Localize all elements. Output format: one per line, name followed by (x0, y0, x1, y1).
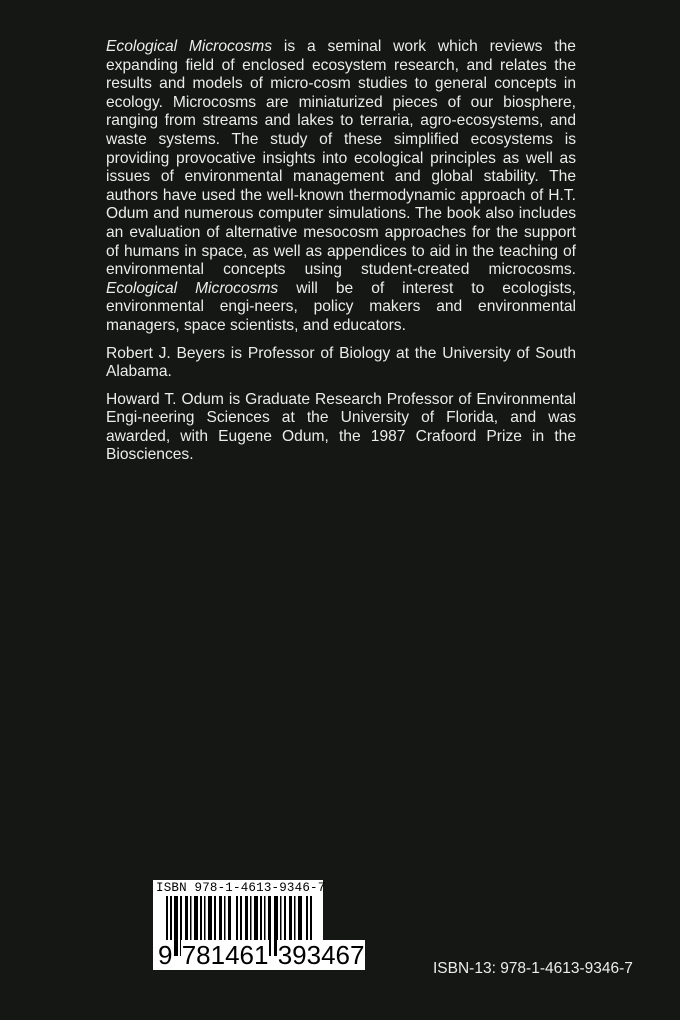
author-bio-beyers: Robert J. Beyers is Professor of Biology at the University of South Alabama. (106, 344, 576, 381)
book-title-italic: Ecological Microcosms (106, 38, 273, 55)
author-bio-odum: Howard T. Odum is Graduate Research Professor of Environmental Engi-neering Sciences at the University of Florida, and was awarded, with Eugene Odum, the 1987 Crafoord Prize in the Biosciences. (106, 390, 576, 464)
back-cover-description (106, 38, 576, 474)
isbn-13-label: ISBN-13: 978-1-4613-9346-7 (433, 960, 633, 977)
barcode-digits: 9 781461 393467 (158, 940, 365, 970)
isbn-barcode (153, 880, 365, 970)
description-paragraph: Ecological Microcosms is a seminal work which reviews the expanding field of enclosed ecosystem research, and relates the results and models of micro-cosm studies to general concepts in ecology. Microcosms are miniaturized pieces of our biosphere, ranging from streams and lakes to terraria, agro-ecosystems, and waste systems. The study of these simplified ecosystems is providing provocative insights into ecological principles as well as issues of environmental management and global stability. The authors have used the well-known thermodynamic approach of H.T. Odum and numerous computer simulations. The book also includes an evaluation of alternative mesocosm approaches for the support of humans in space, as well as appendices to aid in the teaching of environmental concepts using student-created microcosms. Ecological Microcosms will be of interest to ecologists, environmental engi-neers, policy makers and environmental managers, space scientists, and educators. (106, 38, 576, 334)
barcode-isbn-label: ISBN 978-1-4613-9346-7 (156, 881, 326, 895)
book-title-italic: Ecological Microcosms (106, 279, 279, 297)
